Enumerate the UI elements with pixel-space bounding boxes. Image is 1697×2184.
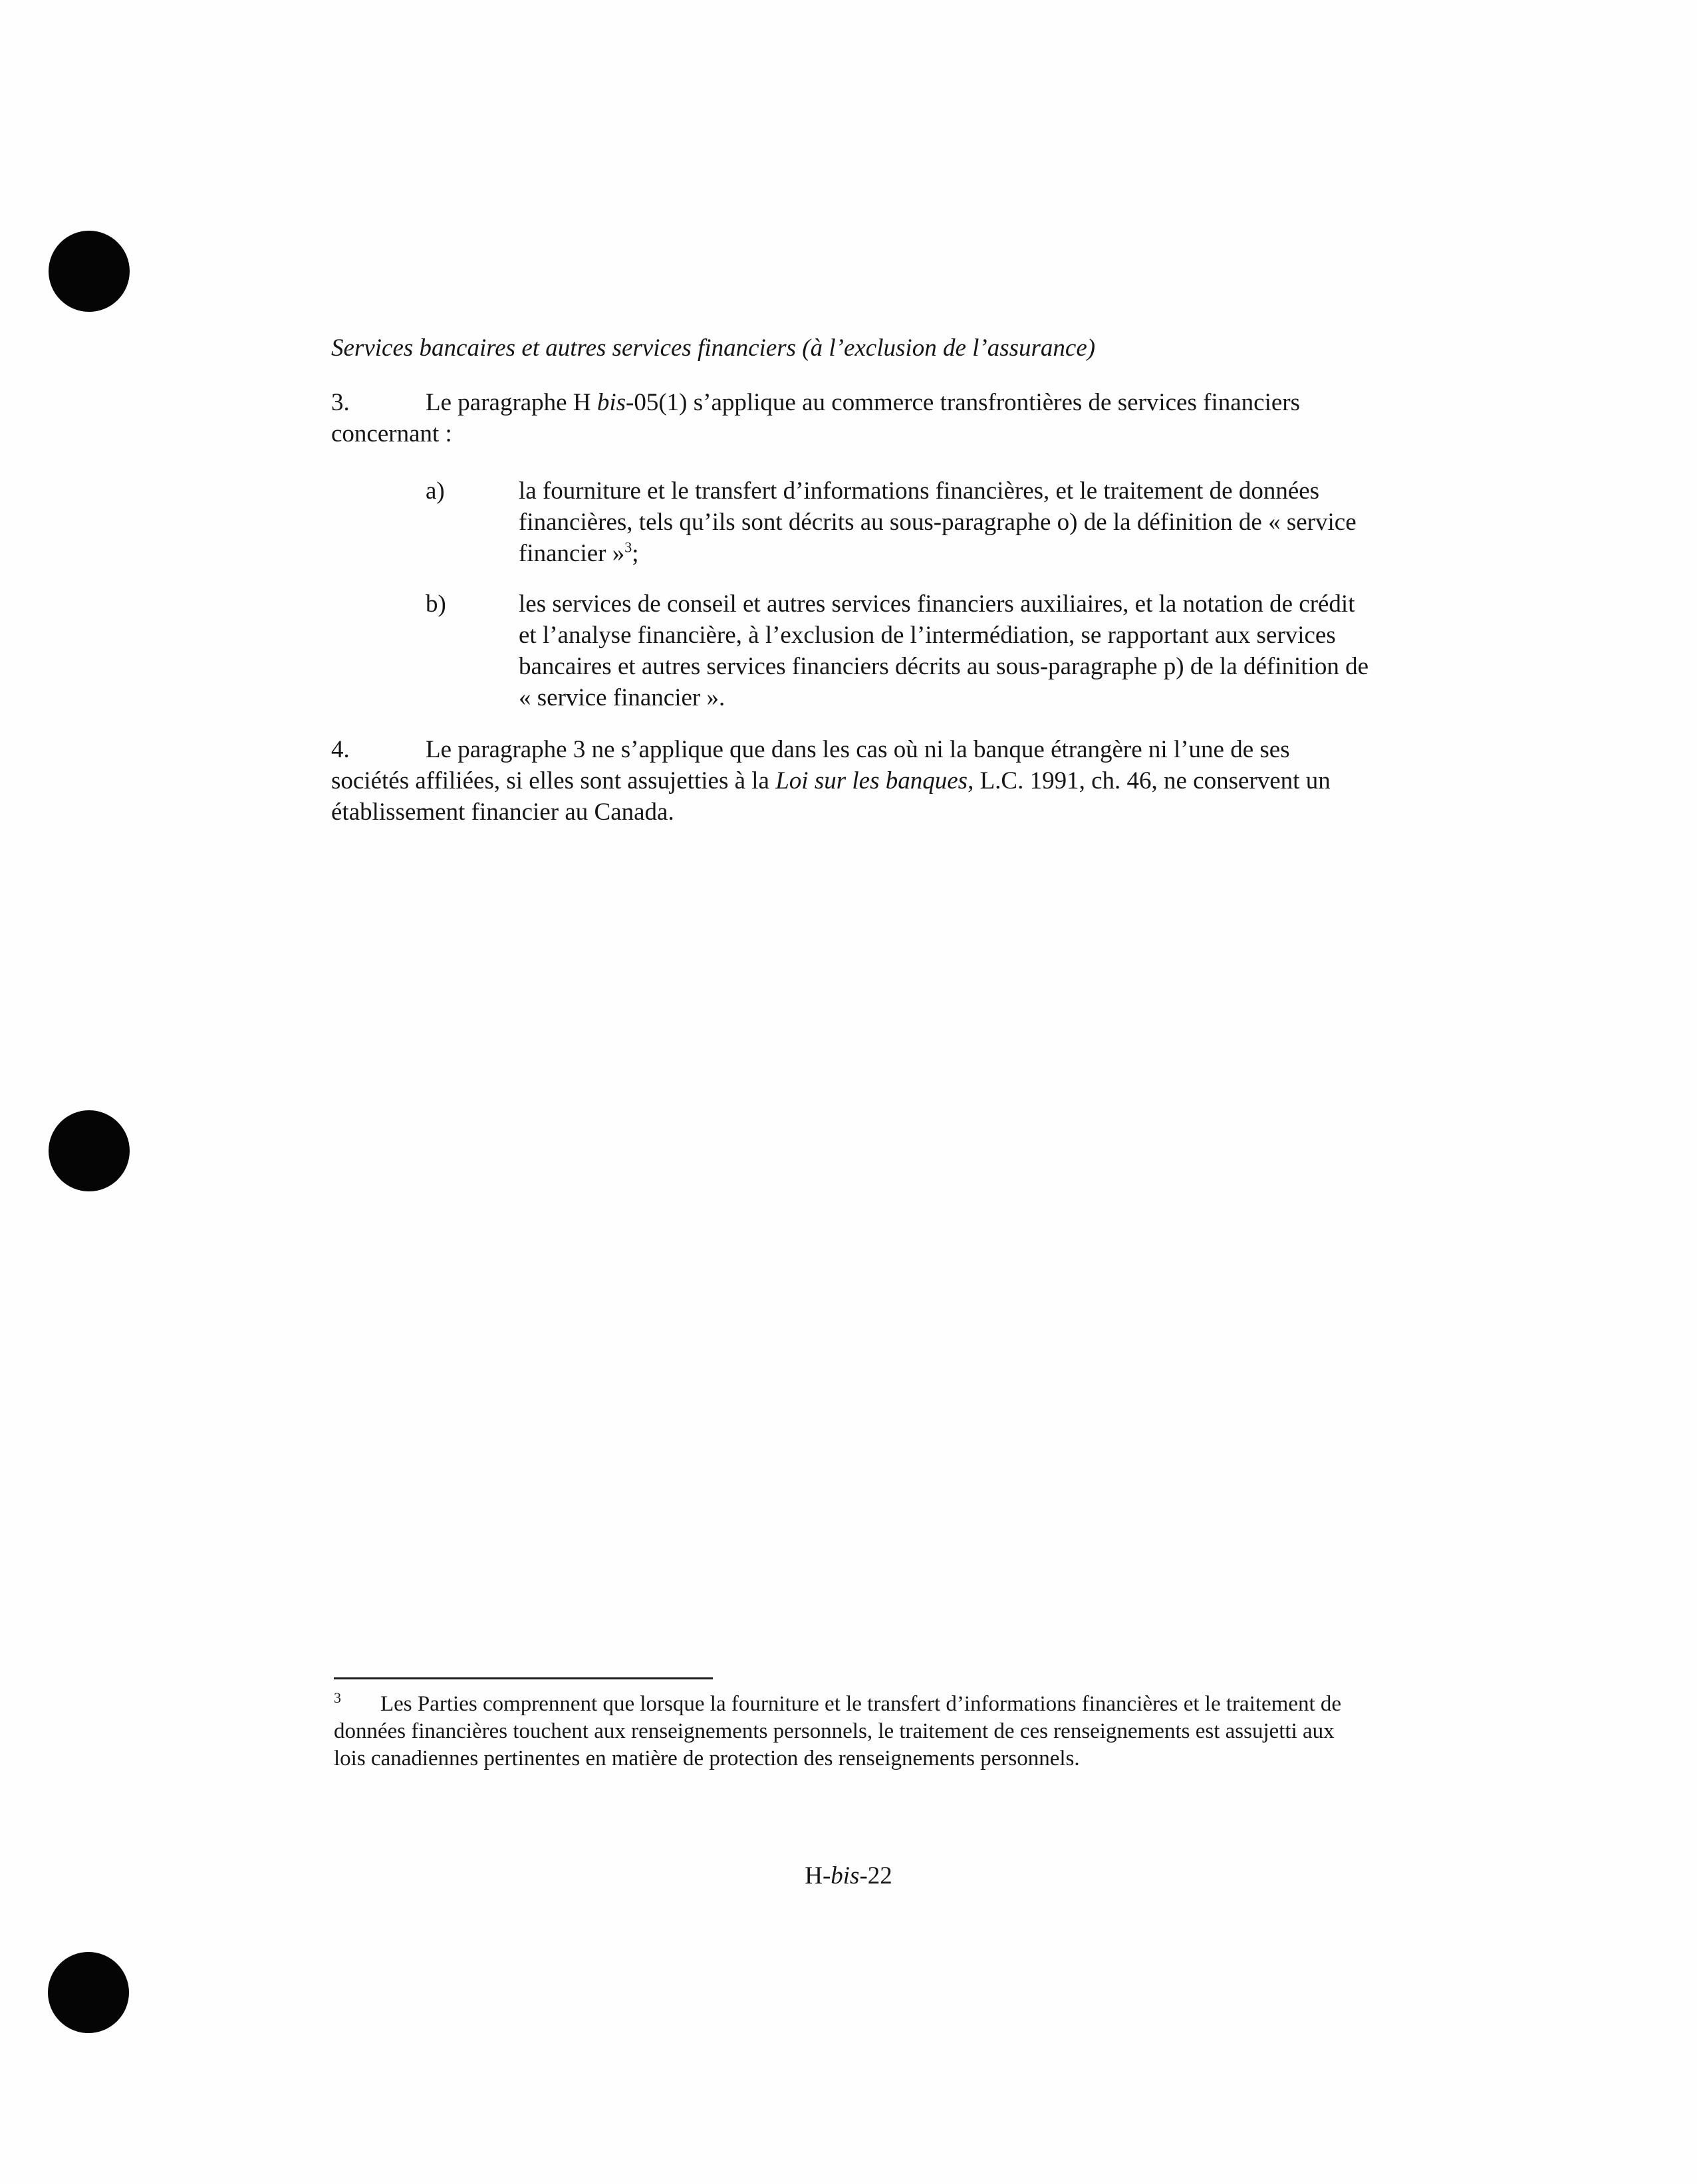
page-number-prefix: H-	[805, 1862, 831, 1889]
footnote: 3 Les Parties comprennent que lorsque la fourniture et le transfert d’informations financières et le traitement de données financières touchent aux renseignements personnels, le traitement de ces renseignements est assujetti aux lois canadiennes pertinentes en matière de protection des renseignements personnels.	[334, 1689, 1342, 1770]
footnote-text: Les Parties comprennent que lorsque la fourniture et le transfert d’informations financières et le traitement de données financières touchent aux renseignements personnels, le traitement de ces renseignements est assujetti aux lois canadiennes pertinentes en matière de protection des renseignements personnels.	[334, 1692, 1342, 1770]
paragraph-4-text-start: Le paragraphe 3 ne s’applique que dans les cas où ni la banque étrangère ni l’une de ses sociétés affiliées, si elles sont assujetties à la	[331, 736, 1290, 794]
list-item	[426, 475, 1370, 569]
paragraph-4-italic: Loi sur les banques	[775, 767, 968, 794]
list-item-label: b)	[426, 590, 446, 618]
list-item-b-text: les services de conseil et autres services financiers auxiliaires, et la notation de crédit et l’analyse financière, à l’exclusion de l’intermédiation, se rapportant aux services bancaires et autres services financiers décrits au sous-paragraphe p) de la définition de « service financier ».	[519, 590, 1369, 711]
paragraph-3-italic: bis	[596, 389, 626, 416]
list-item	[426, 588, 1370, 713]
list-item-label: a)	[426, 477, 445, 505]
list-item-a-text: la fourniture et le transfert d’informations financières, et le traitement de données financières, tels qu’ils sont décrits au sous-paragraphe o) de la définition de « service financier »	[519, 477, 1357, 567]
paragraph-3-text-start: Le paragraphe H	[426, 389, 597, 416]
page-number-italic: bis	[831, 1862, 860, 1889]
section-heading: Services bancaires et autres services financiers (à l’exclusion de l’assurance)	[331, 334, 1096, 362]
page-number-suffix: -22	[859, 1862, 892, 1889]
footnote-reference: 3	[624, 539, 632, 556]
punch-hole-middle	[49, 1110, 130, 1191]
paragraph-4-text-end: , L.C. 1991, ch. 46, ne conservent un établissement financier au Canada.	[331, 767, 1331, 826]
list-item-text	[519, 475, 1370, 569]
paragraph-3	[331, 387, 1369, 449]
punch-hole-top	[49, 231, 130, 312]
list-item-a-text-end: ;	[632, 540, 639, 567]
paragraph-4-number: 4.	[331, 736, 350, 763]
page-number	[0, 1860, 1697, 1891]
paragraph-3-text-end: -05(1) s’applique au commerce transfrontières de services financiers concernant :	[331, 389, 1300, 447]
paragraph-4	[331, 734, 1369, 828]
paragraph-3-number: 3.	[331, 389, 350, 416]
footnote-divider	[334, 1677, 713, 1679]
punch-hole-bottom	[48, 1952, 129, 2033]
